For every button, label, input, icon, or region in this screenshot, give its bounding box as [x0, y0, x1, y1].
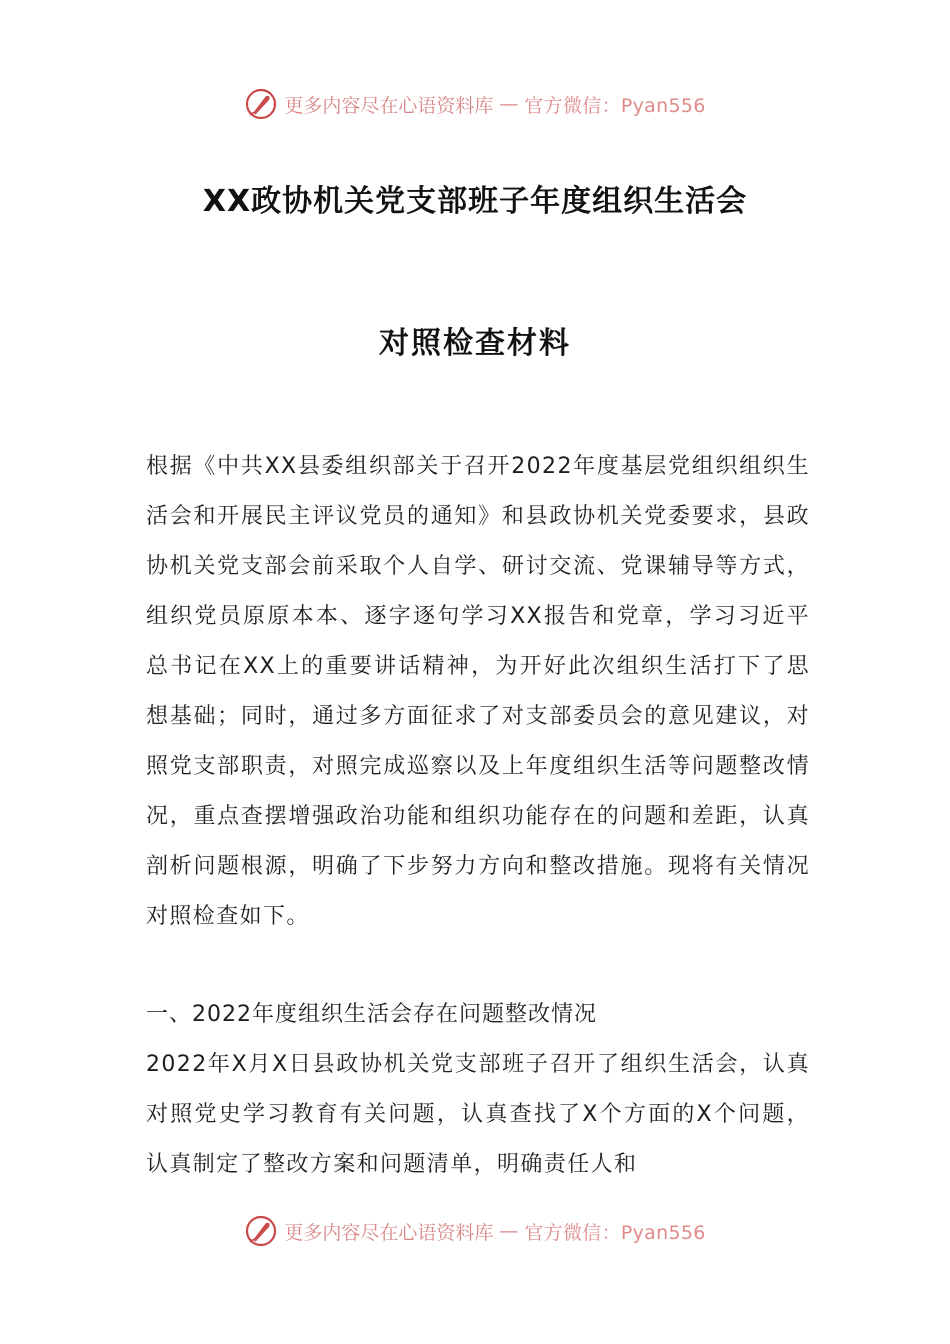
body-paragraph-1: 根据《中共XX县委组织部关于召开2022年度基层党组织组织生活会和开展民主评议党员的通知》和县政协机关党委要求，县政协机关党支部会前采取个人自学、研讨交流、党课辅导等方式，组织党员原原本本、逐字逐句学习XX报告和党章，学习习近平总书记在XX上的重要讲话精神，为开好此次组织生活打下了思想基础；同时，通过多方面征求了对支部委员会的意见建议，对照党支部职责，对照完成巡察以及上年度组织生活等问题整改情况，重点查摆增强政治功能和组织功能存在的问题和差距，认真剖析问题根源，明确了下步努力方向和整改措施。现将有关情况对照检查如下。	[146, 454, 810, 929]
watermark-dash: —	[499, 93, 519, 115]
document-title-line1: XX政协机关党支部班子年度组织生活会	[202, 184, 748, 219]
watermark-dash: —	[499, 1220, 519, 1242]
quill-logo-icon	[244, 1214, 278, 1248]
document-title-line2: 对照检查材料	[379, 326, 571, 361]
watermark-text: 更多内容尽在心语资料库	[284, 1221, 494, 1244]
footer-watermark	[0, 1211, 950, 1251]
section-heading-1: 一、2022年度组织生活会存在问题整改情况	[146, 1002, 597, 1027]
watermark-contact: 官方微信：Pyan556	[524, 1221, 706, 1244]
body-paragraph-2: 2022年X月X日县政协机关党支部班子召开了组织生活会，认真对照党史学习教育有关问题，认真查找了X个方面的X个问题，认真制定了整改方案和问题清单，明确责任人和	[146, 1052, 810, 1177]
watermark-contact: 官方微信：Pyan556	[524, 94, 706, 117]
quill-logo-icon	[244, 87, 278, 121]
watermark-text: 更多内容尽在心语资料库	[284, 94, 494, 117]
header-watermark	[0, 84, 950, 124]
